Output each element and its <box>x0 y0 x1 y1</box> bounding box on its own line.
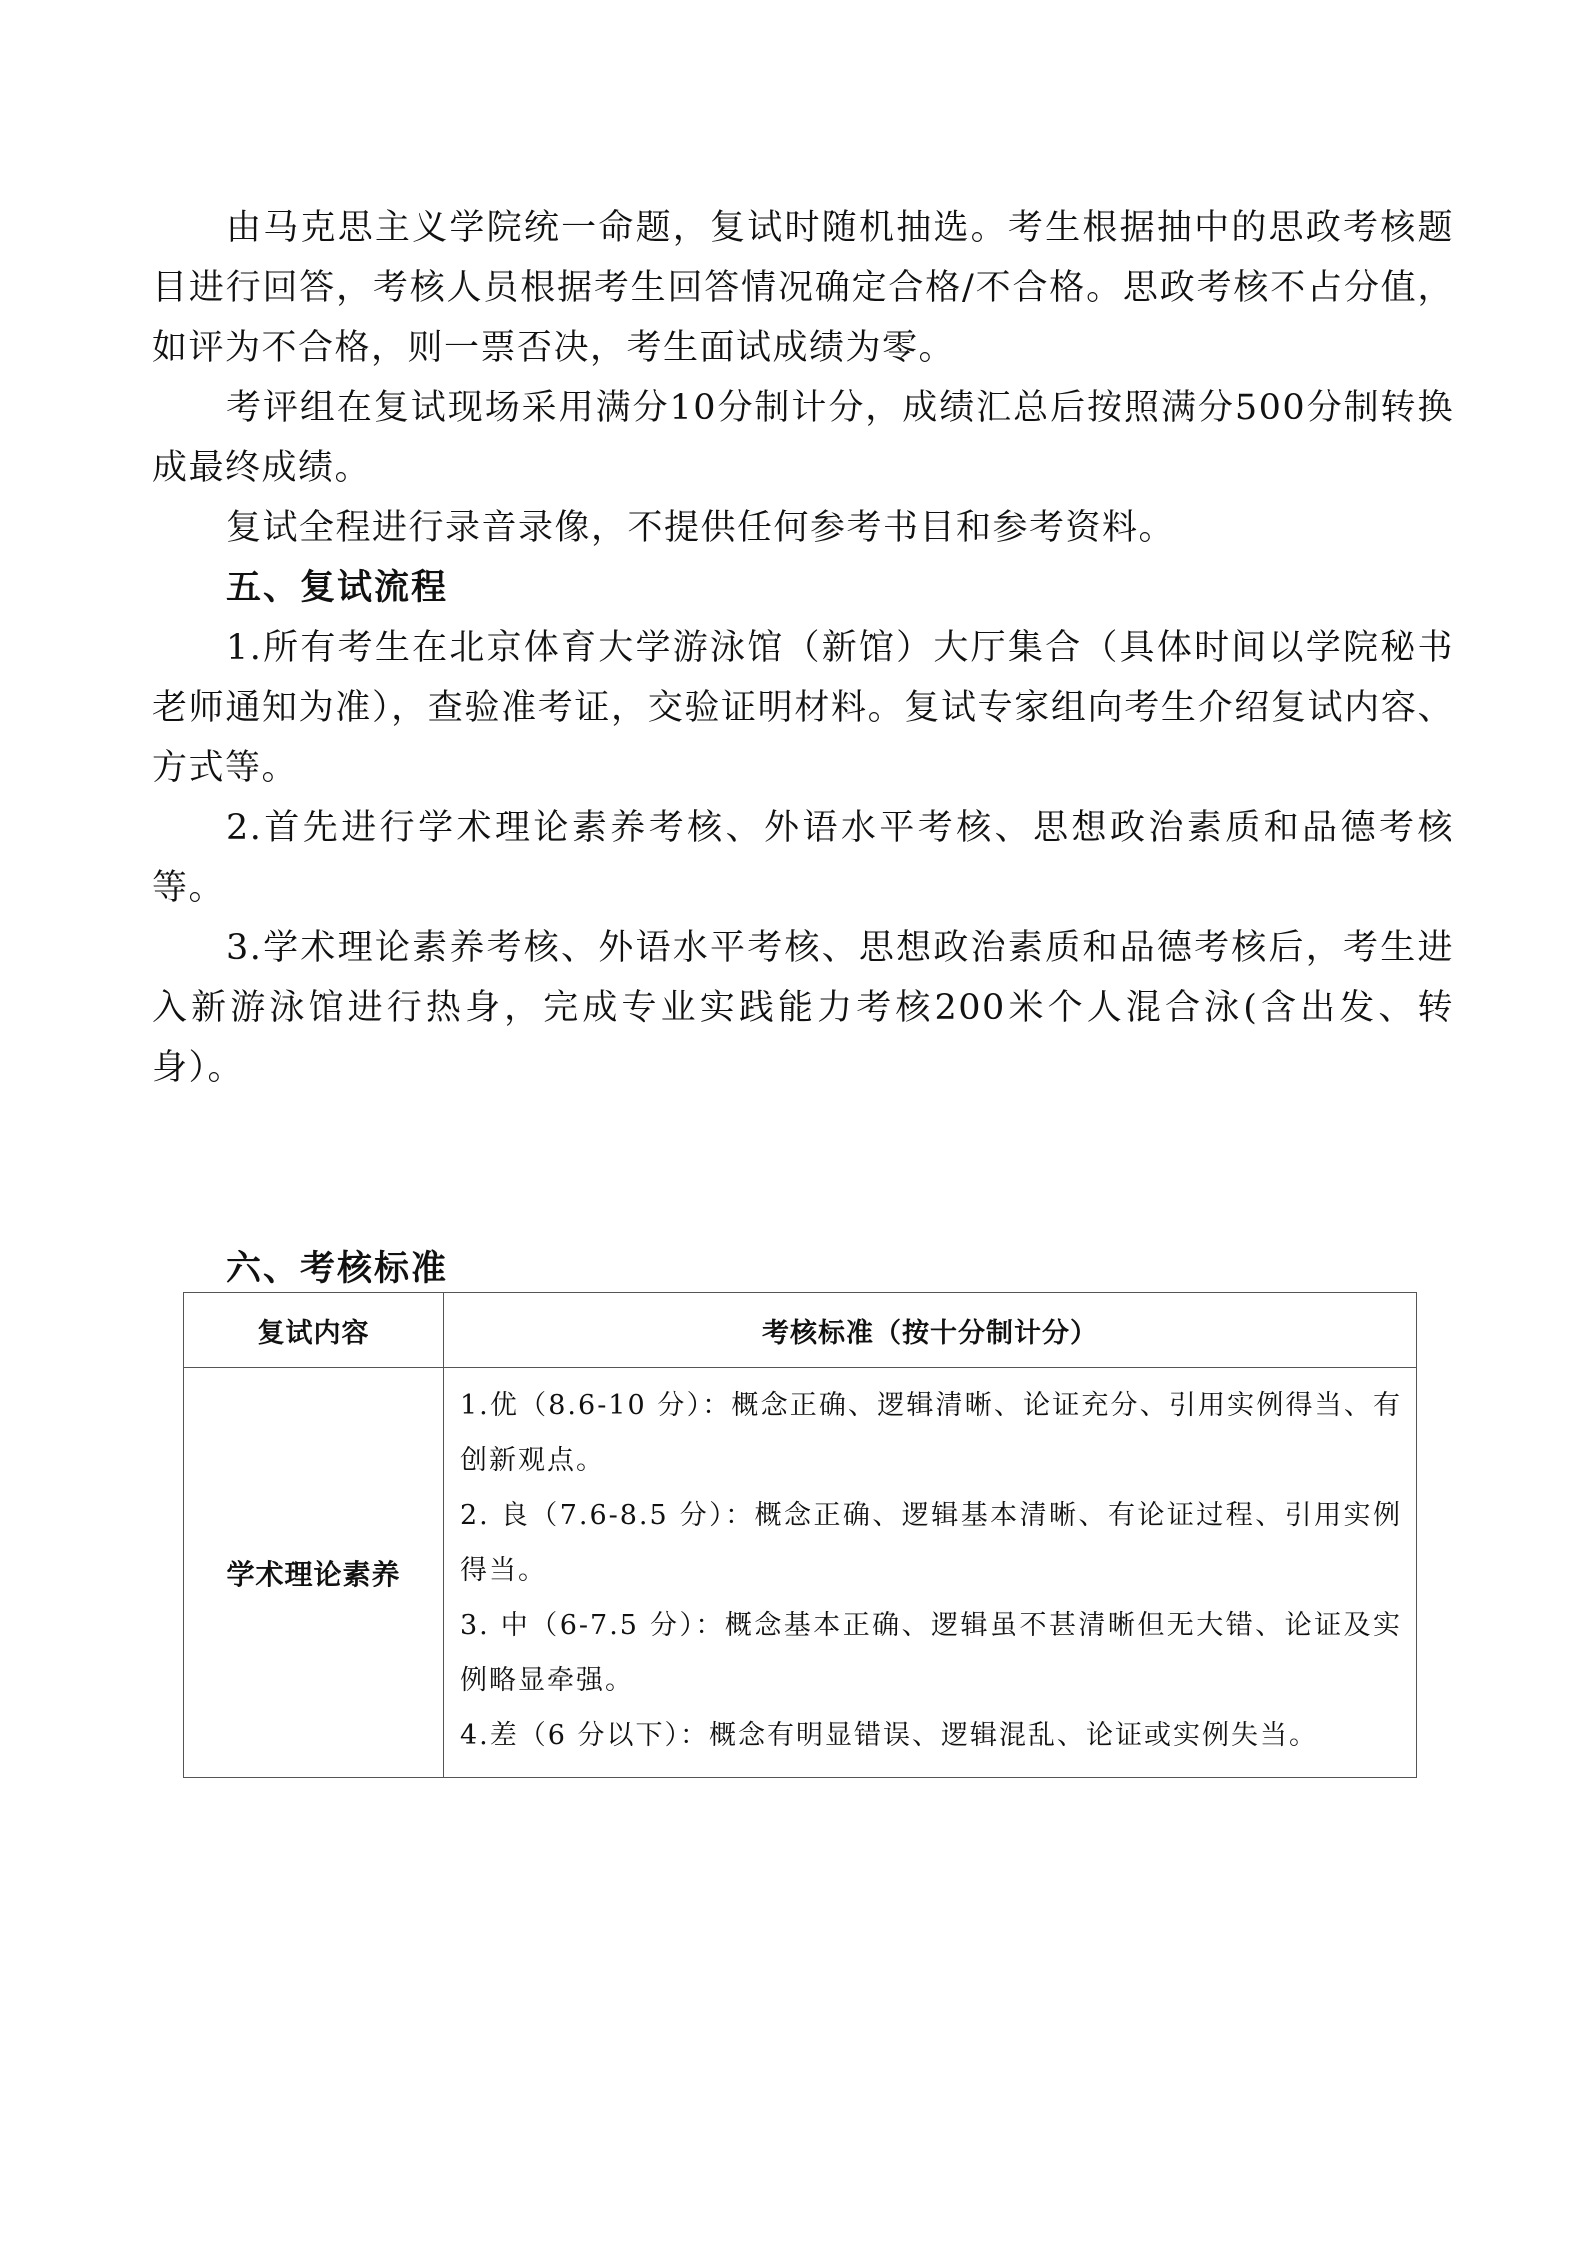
table-row <box>184 1368 1417 1778</box>
process-step-2: 2.首先进行学术理论素养考核、外语水平考核、思想政治素质和品德考核等。 <box>152 808 1454 908</box>
section-heading-criteria: 六、考核标准 <box>226 1249 449 1289</box>
section-heading-process: 五、复试流程 <box>226 568 449 608</box>
column-header-item: 复试内容 <box>184 1293 444 1368</box>
process-step-1: 1.所有考生在北京体育大学游泳馆（新馆）大厅集合（具体时间以学院秘书老师通知为准），查验准考证，交验证明材料。复试专家组向考生介绍复试内容、方式等。 <box>152 628 1454 788</box>
criteria-table-header-row <box>184 1293 1417 1368</box>
criteria-level-poor: 4.差（6 分以下）：概念有明显错误、逻辑混乱、论证或实例失当。 <box>460 1720 1319 1751</box>
criteria-table <box>183 1292 1417 1778</box>
body-text <box>152 198 1454 1098</box>
column-header-standard: 考核标准（按十分制计分） <box>444 1293 1417 1368</box>
criteria-standard-cell <box>444 1368 1417 1778</box>
process-step-3: 3.学术理论素养考核、外语水平考核、思想政治素质和品德考核后，考生进入新游泳馆进行热身，完成专业实践能力考核200米个人混合泳(含出发、转身）。 <box>152 928 1454 1088</box>
criteria-item-cell: 学术理论素养 <box>184 1368 444 1778</box>
criteria-level-good: 2. 良（7.6-8.5 分）：概念正确、逻辑基本清晰、有论证过程、引用实例得当。 <box>460 1500 1402 1586</box>
criteria-level-excellent: 1.优（8.6-10 分）：概念正确、逻辑清晰、论证充分、引用实例得当、有创新观点。 <box>460 1390 1402 1476</box>
paragraph-scoring: 考评组在复试现场采用满分10分制计分，成绩汇总后按照满分500分制转换成最终成绩。 <box>152 388 1454 488</box>
paragraph-recording: 复试全程进行录音录像，不提供任何参考书目和参考资料。 <box>226 508 1176 548</box>
criteria-level-average: 3. 中（6-7.5 分）：概念基本正确、逻辑虽不甚清晰但无大错、论证及实例略显牵强。 <box>460 1610 1402 1696</box>
paragraph-ideology-assessment: 由马克思主义学院统一命题，复试时随机抽选。考生根据抽中的思政考核题目进行回答，考核人员根据考生回答情况确定合格/不合格。思政考核不占分值，如评为不合格，则一票否决，考生面试成绩为零。 <box>152 208 1454 368</box>
